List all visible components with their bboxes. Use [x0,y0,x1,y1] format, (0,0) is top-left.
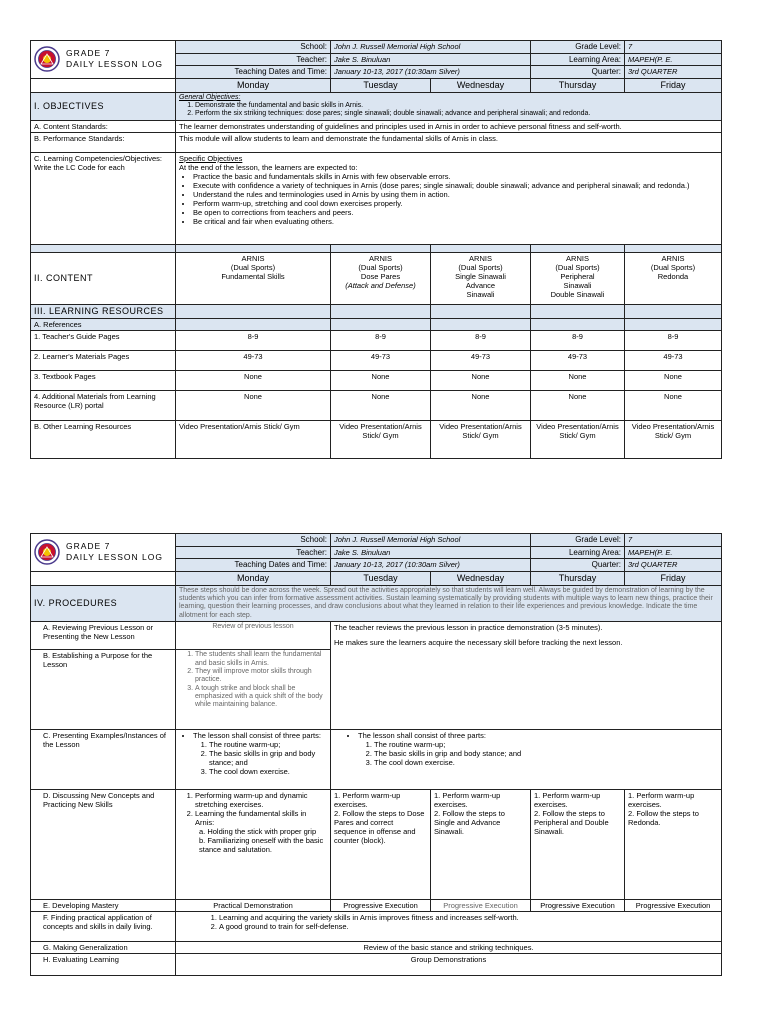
resource-value: Video Presentation/Arnis Stick/ Gym [531,420,625,458]
dates-label: Teaching Dates and Time: [176,559,331,572]
content-heading: II. CONTENT [31,252,176,304]
resource-value: None [431,370,531,390]
specific-objective-item: • Perform warm-up, stretching and cool down exercises properly. [193,199,718,208]
resource-value: None [176,390,331,420]
day-monday: Monday [176,571,331,585]
procedure-e-label: E. Developing Mastery [31,900,176,912]
resource-value: None [625,370,722,390]
specific-objective-item: • Practice the basic and fundamentals skills in Arnis with few observable errors. [193,172,718,181]
procedure-h-value: Group Demonstrations [176,954,722,976]
resource-value: Video Presentation/Arnis Stick/ Gym [625,420,722,458]
teacher-value: Jake S. Binuluan [331,53,531,66]
resource-value: 49-73 [431,350,531,370]
grade-level-label: Grade Level: [531,534,625,547]
day-tuesday: Tuesday [331,78,431,92]
specific-objective-item: • Be critical and fair when evaluating others. [193,217,718,226]
procedure-e-value: Progressive Execution [625,900,722,912]
content-friday: ARNIS (Dual Sports) Redonda [625,252,722,304]
procedure-d-friday: 1. Perform warm-up exercises. 2. Follow the steps to Redonda. [625,790,722,900]
dll-page-2 [30,533,721,976]
logo-cell [31,534,176,572]
procedure-e-value: Practical Demonstration [176,900,331,912]
dates-value: January 10-13, 2017 (10:30am Silver) [331,559,531,572]
content-wednesday: ARNIS (Dual Sports) Single Sinawali Advance Sinawali [431,252,531,304]
learning-area-label: Learning Area: [531,53,625,66]
procedure-d-monday: 1. Performing warm-up and dynamic stretching exercises. 2. Learning the fundamental skills in Arnis: a. Holding the stick with proper grip b. Familiarizing oneself with the basic stance and salutation. [176,790,331,900]
grade-level-label: Grade Level: [531,41,625,54]
school-label: School: [176,534,331,547]
content-monday: ARNIS (Dual Sports) Fundamental Skills [176,252,331,304]
quarter-value: 3rd QUARTER [625,66,722,79]
procedures-heading: IV. PROCEDURES [31,585,176,622]
general-objective-item: 2. Perform the six striking techniques: dose pares; single sinawali; double sinawali; advance and peripheral sinawali; and redonda. [195,110,718,118]
procedure-a-label: A. Reviewing Previous Lesson or Presenting the New Lesson [31,622,176,650]
specific-objectives-intro: At the end of the lesson, the learners are expected to: [179,162,358,172]
day-friday: Friday [625,78,722,92]
resource-label: 3. Textbook Pages [31,370,176,390]
resource-value: 49-73 [531,350,625,370]
procedure-d-tuesday: 1. Perform warm-up exercises. 2. Follow the steps to Dose Pares and correct sequence in offense and counter (block). [331,790,431,900]
resource-value: 8-9 [431,330,531,350]
procedure-a-rest: The teacher reviews the previous lesson in practice demonstration (3-5 minutes). He makes sure the learners acquire the necessary skill before tracking the next lesson. [331,622,722,730]
procedure-g-value: Review of the basic stance and striking techniques. [176,942,722,954]
day-wednesday: Wednesday [431,571,531,585]
content-standards-value: The learner demonstrates understanding of guidelines and principles used in Arnis in order to achieve personal fitness and self-worth. [176,120,722,132]
procedure-d-thursday: 1. Perform warm-up exercises. 2. Follow the steps to Peripheral and Double Sinawali. [531,790,625,900]
resource-label: B. Other Learning Resources [31,420,176,458]
procedure-c-label: C. Presenting Examples/Instances of the Lesson [31,730,176,790]
procedure-h-label: H. Evaluating Learning [31,954,176,976]
resource-value: Video Presentation/Arnis Stick/ Gym [431,420,531,458]
school-value: John J. Russell Memorial High School [331,534,531,547]
resource-value: None [531,370,625,390]
procedure-b-label: B. Establishing a Purpose for the Lesson [31,650,176,730]
specific-objectives-title: Specific Objectives [179,153,243,163]
resource-value: None [531,390,625,420]
quarter-value: 3rd QUARTER [625,559,722,572]
resources-heading: III. LEARNING RESOURCES [31,304,176,318]
performance-standards-label: B. Performance Standards: [31,132,176,152]
log-title: DAILY LESSON LOG [66,59,163,70]
references-label: A. References [31,318,176,330]
grade-title: GRADE 7 [66,47,111,58]
resource-value: 8-9 [331,330,431,350]
content-standards-label: A. Content Standards: [31,120,176,132]
resource-value: 8-9 [625,330,722,350]
resource-value: 49-73 [331,350,431,370]
dll-page-1 [30,40,721,459]
day-monday: Monday [176,78,331,92]
resource-value: 49-73 [625,350,722,370]
specific-objective-item: • Execute with confidence a variety of techniques in Arnis (dose pares; single sinawali; double sinawali; advance and peripheral sinawali; and redonda.) [193,181,718,190]
general-objectives [176,92,722,120]
logo-cell [31,41,176,79]
day-thursday: Thursday [531,571,625,585]
grade-level-value: 7 [625,534,722,547]
quarter-label: Quarter: [531,66,625,79]
procedures-intro: These steps should be done across the week. Spread out the activities appropriately so that students will learn well. Always be guided by demonstration of learning by the students which you can infer from formative assessment activities. Sustain learning systematically by providing students with multiple ways to learn new things, practice their learning, question their learning processes, and draw conclusions about what they learned in relation to their life experiences and previous knowledge. Indicate the time allotment for each step. [176,585,722,622]
deped-seal-icon [34,539,60,565]
resource-value: None [431,390,531,420]
specific-objective-item: • Understand the rules and terminologies used in Arnis by using them in action. [193,190,718,199]
day-wednesday: Wednesday [431,78,531,92]
grade-title: GRADE 7 [66,540,111,551]
competencies-label: C. Learning Competencies/Objectives: Write the LC Code for each [31,152,176,244]
specific-objective-item: • Be open to corrections from teachers and peers. [193,208,718,217]
resource-value: 49-73 [176,350,331,370]
lesson-log-table-2 [30,533,722,976]
general-objectives-title: General Objectives: [179,93,241,101]
resource-value: None [331,390,431,420]
procedure-d-label: D. Discussing New Concepts and Practicing New Skills [31,790,176,900]
specific-objectives [176,152,722,244]
procedure-b-monday: 1. The students shall learn the fundamental and basic skills in Arnis. 2. They will improve motor skills through practice. 3. A tough strike and block shall be emphasized with a quick shift of the body while maintaining balance. [176,650,331,730]
objectives-heading: I. OBJECTIVES [31,92,176,120]
content-thursday: ARNIS (Dual Sports) Peripheral Sinawali Double Sinawali [531,252,625,304]
procedure-c-rest: • The lesson shall consist of three parts: 1. The routine warm-up; 2. The basic skills in grip and body stance; and 3. The cool down exercise. [331,730,722,790]
procedure-a-monday: Review of previous lesson [176,622,331,650]
general-objective-item: 1. Demonstrate the fundamental and basic skills in Arnis. [195,102,718,110]
deped-seal-icon [34,46,60,72]
lesson-log-table-1 [30,40,722,459]
procedure-e-value: Progressive Execution [331,900,431,912]
dates-label: Teaching Dates and Time: [176,66,331,79]
resource-value: None [176,370,331,390]
procedure-f-value: 1. Learning and acquiring the variety skills in Arnis improves fitness and increases self-worth. 2. A good ground to train for self-defense. [176,912,722,942]
resource-value: 8-9 [176,330,331,350]
resource-label: 4. Additional Materials from Learning Resource (LR) portal [31,390,176,420]
day-thursday: Thursday [531,78,625,92]
day-friday: Friday [625,571,722,585]
procedure-d-wednesday: 1. Perform warm-up exercises. 2. Follow the steps to Single and Advance Sinawali. [431,790,531,900]
teacher-label: Teacher: [176,53,331,66]
performance-standards-value: This module will allow students to learn and demonstrate the fundamental skills of Arnis in class. [176,132,722,152]
resource-label: 2. Learner's Materials Pages [31,350,176,370]
resource-value: 8-9 [531,330,625,350]
dates-value: January 10-13, 2017 (10:30am Silver) [331,66,531,79]
resource-label: 1. Teacher's Guide Pages [31,330,176,350]
quarter-label: Quarter: [531,559,625,572]
procedure-c-monday: • The lesson shall consist of three parts: 1. The routine warm-up; 2. The basic skills in grip and body stance; and 3. The cool down exercise. [176,730,331,790]
procedure-g-label: G. Making Generalization [31,942,176,954]
resource-value: None [625,390,722,420]
resource-value: None [331,370,431,390]
learning-area-value: MAPEH(P. E. [625,546,722,559]
resource-value: Video Presentation/Arnis Stick/ Gym [176,420,331,458]
school-label: School: [176,41,331,54]
day-tuesday: Tuesday [331,571,431,585]
grade-level-value: 7 [625,41,722,54]
procedure-e-value: Progressive Execution [431,900,531,912]
resource-value: Video Presentation/Arnis Stick/ Gym [331,420,431,458]
learning-area-label: Learning Area: [531,546,625,559]
teacher-value: Jake S. Binuluan [331,546,531,559]
learning-area-value: MAPEH(P. E. [625,53,722,66]
log-title: DAILY LESSON LOG [66,552,163,563]
procedure-e-value: Progressive Execution [531,900,625,912]
teacher-label: Teacher: [176,546,331,559]
school-value: John J. Russell Memorial High School [331,41,531,54]
content-tuesday: ARNIS (Dual Sports) Dose Pares (Attack and Defense) [331,252,431,304]
procedure-f-label: F. Finding practical application of concepts and skills in daily living. [31,912,176,942]
